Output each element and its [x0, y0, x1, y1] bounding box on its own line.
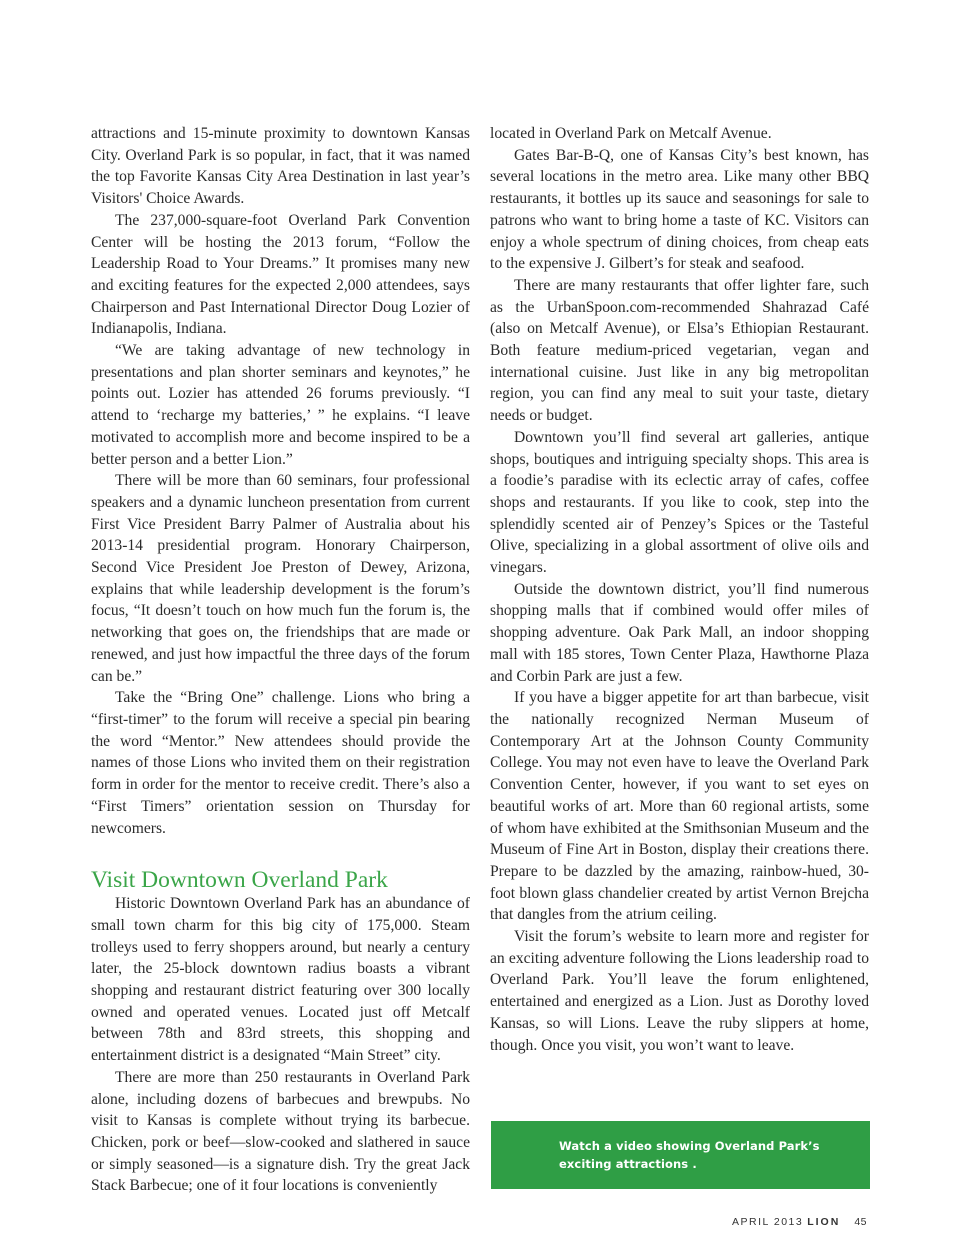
left-column — [91, 123, 470, 1197]
right-column — [490, 123, 869, 1056]
body-paragraph: attractions and 15-minute proximity to downtown Kansas City. Overland Park is so popular, in fact, that it was named the top Favorite Kansas City Area Destination in last year’s Visitors' Choice Awards. — [91, 125, 470, 208]
body-paragraph: Historic Downtown Overland Park has an abundance of small town charm for this big city of 175,000. Steam trolleys used to ferry shoppers around, but nearly a century later, the 25-block downtown radius boasts a vibrant shopping and restaurant district featuring over 300 locally owned and operated venues. Located just off Metcalf between 78th and 83rd streets, this shopping and entertainment district is a designated “Main Street” city. — [91, 895, 470, 1065]
magazine-name: LION — [807, 1216, 841, 1228]
body-paragraph: Gates Bar-B-Q, one of Kansas City’s best known, has several locations in the metro area. Like many other BBQ restaurants, it bottles up its sauce and seasonings for sale to patrons who want to bring home a taste of KC. Visitors can enjoy a whole spectrum of dining choices, from cheap eats to the expensive J. Gilbert’s for steak and seafood. — [490, 146, 869, 273]
video-callout-box[interactable] — [491, 1121, 870, 1189]
body-paragraph: Take the “Bring One” challenge. Lions who bring a “first-timer” to the forum will receive a special pin bearing the word “Mentor.” New attendees should provide the names of those Lions who invited them on their registration form in order for the mentor to receive credit. There’s also a “First Timers” orientation session on Thursday for newcomers. — [91, 689, 470, 837]
body-paragraph: There are many restaurants that offer lighter fare, such as the UrbanSpoon.com-recommended Shahrazad Café (also on Metcalf Avenue), or Elsa’s Ethiopian Restaurant. Both feature medium-priced vegetarian, vegan and international cuisine. Just like in any big metropolitan region, you can find any meal to suit your taste, dietary needs or budget. — [490, 276, 869, 425]
issue-date: APRIL 2013 — [731, 1216, 804, 1228]
body-paragraph: located in Overland Park on Metcalf Avenue. — [490, 125, 772, 142]
body-paragraph: The 237,000-square-foot Overland Park Convention Center will be hosting the 2013 forum, “Follow the Leadership Road to Your Dreams.” It promises many new and exciting features for the expected 2,000 attendees, says Chairperson and Past International Director Doug Lozier of Indianapolis, Indiana. — [91, 211, 470, 338]
section-heading: Visit Downtown Overland Park — [91, 867, 388, 894]
page-footer — [732, 1216, 867, 1228]
body-paragraph: Downtown you’ll find several art galleries, antique shops, boutiques and intriguing specialty shops. This area is a foodie’s paradise with its eclectic array of cafes, coffee shops and restaurants. If you like to cook, step into the splendidly scented air of Penzey’s Spices or the Tasteful Olive, specializing in a global assortment of olive oils and vinegars. — [490, 428, 869, 577]
body-paragraph: Visit the forum’s website to learn more and register for an exciting adventure following the Lions leadership road to Overland Park. You’ll leave the forum enlightened, entertained and energized as a Lion. Just as Dorothy loved Kansas, so will Lions. Leave the ruby slippers at home, though. Once you visit, you won’t want to leave. — [490, 928, 869, 1054]
body-paragraph: There are more than 250 restaurants in Overland Park alone, including dozens of barbecues and brewpubs. No visit to Kansas is complete without trying its barbecue. Chicken, pork or beef—slow-cooked and slathered in sauce or simply seasoned—is a signature dish. Try the great Jack Stack Barbecue; one of it four locations is conveniently — [91, 1068, 470, 1195]
page-number: 45 — [854, 1216, 867, 1228]
body-paragraph: “We are taking advantage of new technology in presentations and plan shorter seminars and keynotes,” he points out. Lozier has attended 26 forums previously. “I attend to ‘recharge my batteries,’ ” he explains. “I leave motivated to accomplish more and become inspired to be a better person and a better Lion.” — [91, 342, 470, 468]
video-callout-text[interactable]: Watch a video showing Overland Park’s exciting attractions . — [559, 1139, 820, 1171]
body-paragraph: If you have a bigger appetite for art than barbecue, visit the nationally recognized Nerman Museum of Contemporary Art at the Johnson County Community College. You may not even have to leave the Overland Park Convention Center, however, if you want to set eyes on beautiful works of art. More than 60 regional artists, some of whom have exhibited at the Smithsonian Museum and the Museum of Fine Art in Boston, display their creations there. Prepare to be dazzled by the amazing, rainbow-hued, 30-foot blown glass chandelier created by artist Vernon Brejcha that dangles from the atrium ceiling. — [490, 689, 869, 924]
body-paragraph: Outside the downtown district, you’ll find numerous shopping malls that if combined would offer miles of shopping adventure. Oak Park Mall, an indoor shopping mall with 185 stores, Town Center Plaza, Hawthorne Plaza and Corbin Park are just a few. — [490, 580, 869, 685]
body-paragraph: There will be more than 60 seminars, four professional speakers and a dynamic luncheon presentation from current First Vice President Barry Palmer of Australia about his 2013-14 presidential program. Honorary Chairperson, Second Vice President Joe Preston of Dewey, Arizona, explains that while leadership development is the forum’s focus, “It doesn’t touch on how much fun the forum is, the networking that goes on, the friendships that are made or renewed, and just how impactful the three days of the forum can be.” — [91, 472, 470, 685]
